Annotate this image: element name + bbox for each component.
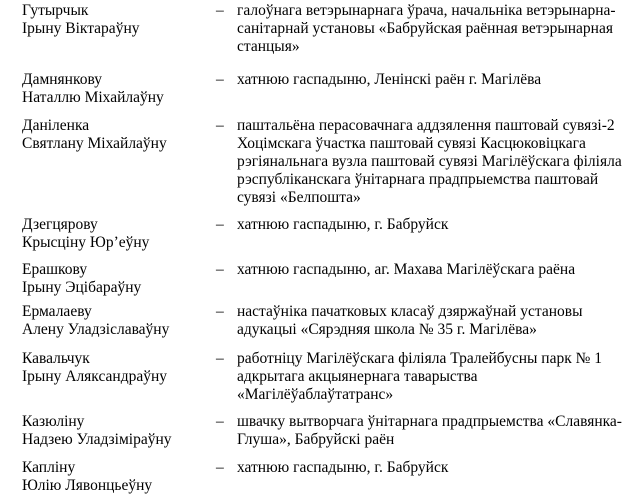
dash-separator: – (216, 71, 224, 88)
surname: Ермалаеву (22, 303, 92, 320)
surname: Казюліну (22, 413, 85, 430)
person-name (22, 459, 217, 495)
position-description (237, 459, 629, 477)
description-line: хатнюю гаспадыню, Ленінскі раён г. Магілёва (237, 71, 542, 88)
surname: Капліну (22, 459, 76, 476)
position-description (237, 117, 629, 207)
dash-separator: – (216, 261, 224, 278)
description-line: хатнюю гаспадыню, г. Бабруйск (237, 216, 449, 233)
person-name (22, 117, 217, 153)
dash-separator: – (216, 117, 224, 134)
description-line: санітарнай установы «Бабруйская раённая ветэрынарная (237, 20, 613, 37)
person-name (22, 261, 217, 297)
description-line: Хоцімскага ўчастка паштовай сувязі Касцюковіцкага (237, 135, 586, 152)
description-line: «Магілёўаблаўтатранс» (237, 386, 394, 403)
given-name: Юлію Лявонцьеўну (22, 477, 153, 494)
position-description (237, 303, 629, 339)
dash-separator: – (216, 459, 224, 476)
position-description (237, 71, 629, 89)
person-name (22, 71, 217, 107)
given-name: Святлану Міхайлаўну (22, 135, 167, 152)
description-line: сувязі «Белпошта» (237, 189, 361, 206)
description-line: Глуша», Бабруйскі раён (237, 431, 395, 448)
given-name: Ірыну Аляксандраўну (22, 368, 168, 385)
description-line: работніцу Магілёўскага філіяла Тралейбусны парк № 1 (237, 350, 603, 367)
surname: Даніленка (22, 117, 90, 134)
person-name (22, 216, 217, 252)
dash-separator: – (216, 413, 224, 430)
position-description (237, 261, 629, 279)
given-name: Крысціну Юр’еўну (22, 234, 150, 251)
description-line: настаўніка пачатковых класаў дзяржаўнай установы (237, 303, 583, 320)
surname: Кавальчук (22, 350, 90, 367)
description-line: хатнюю гаспадыню, аг. Махава Магілёўскага раёна (237, 261, 576, 278)
description-line: адукацыі «Сярэдняя школа № 35 г. Магілёва» (237, 321, 537, 338)
position-description (237, 2, 629, 56)
dash-separator: – (216, 2, 224, 19)
surname: Дамнянкову (22, 71, 103, 88)
surname: Дзегцярову (22, 216, 98, 233)
given-name: Наталлю Міхайлаўну (22, 89, 164, 106)
description-line: рэспубліканскага ўнітарнага прадпрыемства паштовай (237, 171, 599, 188)
dash-separator: – (216, 350, 224, 367)
dash-separator: – (216, 216, 224, 233)
person-name (22, 350, 217, 386)
given-name: Ірыну Эцібараўну (22, 279, 142, 296)
position-description (237, 216, 629, 234)
person-name (22, 413, 217, 449)
given-name: Ірыну Віктараўну (22, 20, 140, 37)
surname: Гутырчык (22, 2, 89, 19)
position-description (237, 413, 629, 449)
surname: Ерашкову (22, 261, 88, 278)
description-line: хатнюю гаспадыню, г. Бабруйск (237, 459, 449, 476)
description-line: рэгіянальнага вузла паштовай сувязі Магілёўскага філіяла (237, 153, 622, 170)
description-line: швачку вытворчага ўнітарнага прадпрыемства «Славянка- (237, 413, 622, 430)
description-line: станцыя» (237, 38, 300, 55)
position-description (237, 350, 629, 404)
given-name: Надзею Уладзіміраўну (22, 431, 172, 448)
description-line: адкрытага акцыянернага таварыства (237, 368, 478, 385)
dash-separator: – (216, 303, 224, 320)
description-line: галоўнага ветэрынарнага ўрача, начальніка ветэрынарна- (237, 2, 616, 19)
description-line: паштальёна перасовачнага аддзялення паштовай сувязі-2 (237, 117, 615, 134)
given-name: Алену Уладзіславаўну (22, 321, 170, 338)
person-name (22, 2, 217, 38)
person-name (22, 303, 217, 339)
